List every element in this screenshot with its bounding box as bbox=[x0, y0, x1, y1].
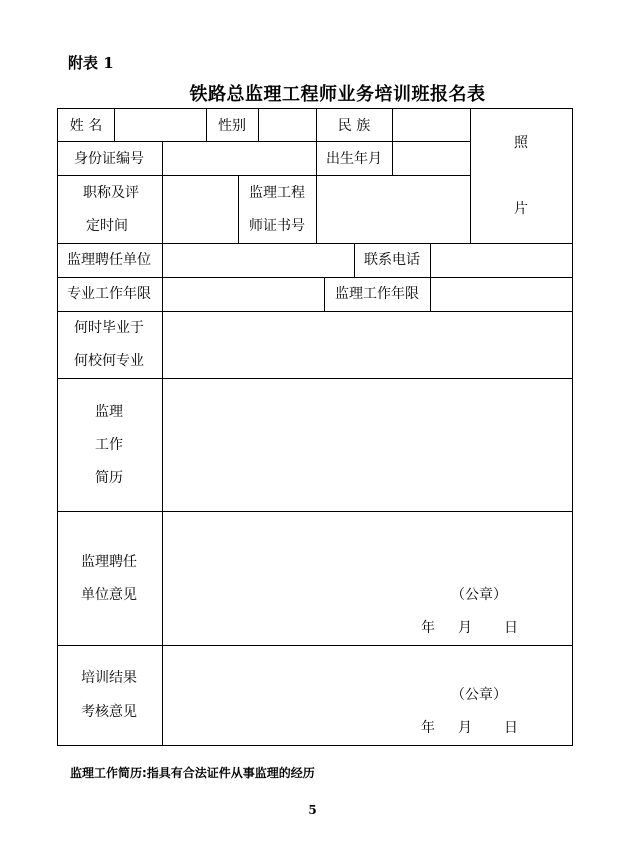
border-bottom bbox=[57, 745, 573, 746]
footnote: 监理工作简历:指具有合法证件从事监理的经历 bbox=[70, 766, 315, 780]
seal-day: 日 bbox=[504, 720, 518, 736]
title-label-line1: 职称及评 bbox=[83, 185, 139, 201]
rule bbox=[354, 243, 355, 277]
seal-month: 月 bbox=[458, 620, 472, 636]
cert-label-line1: 监理工程 bbox=[249, 185, 305, 201]
opinion-label-line2: 单位意见 bbox=[81, 587, 137, 603]
cert-label-line2: 师证书号 bbox=[249, 218, 305, 234]
rule bbox=[57, 175, 470, 176]
rule bbox=[57, 511, 572, 512]
id-number-label: 身份证编号 bbox=[74, 151, 144, 167]
rule bbox=[57, 645, 572, 646]
form-title: 铁路总监理工程师业务培训班报名表 bbox=[189, 84, 486, 105]
gender-label: 性别 bbox=[218, 118, 246, 134]
seal-month: 月 bbox=[458, 720, 472, 736]
resume-label-line1: 监理 bbox=[95, 404, 123, 420]
border-left bbox=[57, 108, 58, 745]
rule bbox=[57, 141, 470, 142]
result-label-line1: 培训结果 bbox=[81, 670, 137, 686]
seal-day: 日 bbox=[504, 620, 518, 636]
rule bbox=[392, 108, 393, 141]
rule bbox=[57, 378, 572, 379]
rule bbox=[392, 141, 393, 175]
seal-label: （公章） bbox=[451, 587, 507, 603]
registration-form bbox=[57, 108, 572, 745]
graduation-label-line1: 何时毕业于 bbox=[74, 320, 144, 336]
rule bbox=[206, 108, 207, 141]
rule bbox=[57, 277, 572, 278]
ethnicity-label: 民 族 bbox=[337, 118, 371, 134]
rule bbox=[57, 243, 572, 244]
rule bbox=[258, 108, 259, 141]
phone-label: 联系电话 bbox=[364, 252, 420, 268]
seal-year: 年 bbox=[421, 720, 435, 736]
opinion-label-line1: 监理聘任 bbox=[81, 554, 137, 570]
page-number: 5 bbox=[308, 803, 317, 817]
sup-years-label: 监理工作年限 bbox=[335, 286, 419, 302]
rule bbox=[238, 175, 239, 243]
resume-label-line3: 简历 bbox=[95, 470, 123, 486]
result-label-line2: 考核意见 bbox=[81, 704, 137, 720]
photo-label-bottom: 片 bbox=[514, 201, 528, 217]
rule bbox=[316, 175, 317, 243]
seal-year: 年 bbox=[421, 620, 435, 636]
graduation-label-line2: 何校何专业 bbox=[74, 353, 144, 369]
annex-label: 附表 1 bbox=[68, 54, 114, 72]
pro-years-label: 专业工作年限 bbox=[67, 286, 151, 302]
employer-label: 监理聘任单位 bbox=[67, 252, 151, 268]
title-label-line2: 定时间 bbox=[86, 218, 128, 234]
rule bbox=[57, 311, 572, 312]
birth-date-label: 出生年月 bbox=[326, 151, 382, 167]
rule bbox=[324, 277, 325, 311]
name-label: 姓 名 bbox=[69, 118, 103, 134]
border-top bbox=[57, 108, 572, 109]
seal-label: （公章） bbox=[451, 687, 507, 703]
rule bbox=[470, 108, 471, 243]
border-right bbox=[572, 108, 573, 745]
resume-label-line2: 工作 bbox=[95, 437, 123, 453]
rule bbox=[114, 108, 115, 141]
photo-label-top: 照 bbox=[514, 135, 528, 151]
rule bbox=[316, 108, 317, 141]
rule bbox=[430, 243, 431, 311]
rule bbox=[316, 141, 317, 175]
rule bbox=[162, 141, 163, 745]
